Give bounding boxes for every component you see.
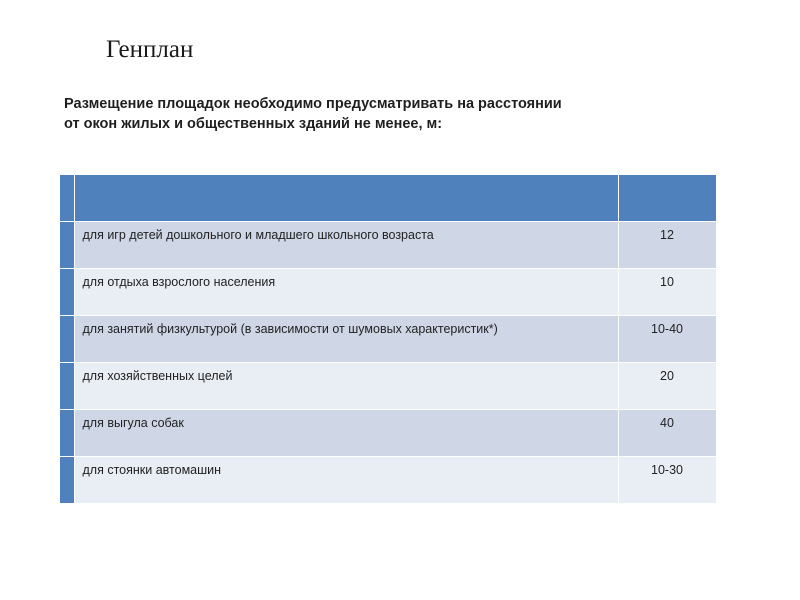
header-accent-cell [60, 175, 74, 222]
row-value-cell [618, 457, 716, 504]
row-label-cell [74, 222, 618, 269]
row-label: для игр детей дошкольного и младшего школьного возраста [82, 228, 434, 242]
distance-table-container [60, 175, 716, 510]
table-row [60, 410, 716, 457]
row-accent-cell [60, 222, 74, 269]
row-label-cell [74, 363, 618, 410]
header-value-cell [618, 175, 716, 222]
row-value: 12 [660, 228, 674, 242]
row-value: 20 [660, 369, 674, 383]
row-label: для отдыха взрослого населения [82, 275, 276, 289]
slide-title: Генплан [106, 36, 194, 63]
row-value-cell [618, 222, 716, 269]
header-label-cell [74, 175, 618, 222]
row-label: для хозяйственных целей [82, 369, 233, 383]
table-row [60, 316, 716, 363]
row-value: 40 [660, 416, 674, 430]
row-value-cell [618, 410, 716, 457]
slide-subtitle [64, 94, 704, 134]
row-value: 10-30 [651, 463, 683, 477]
row-label: для выгула собак [82, 416, 184, 430]
row-value-cell [618, 316, 716, 363]
table-header-row [60, 175, 716, 222]
row-label-cell [74, 410, 618, 457]
row-label: для стоянки автомашин [82, 463, 222, 477]
row-value-cell [618, 363, 716, 410]
row-label-cell [74, 316, 618, 363]
table-row [60, 363, 716, 410]
row-value: 10-40 [651, 322, 683, 336]
row-label-cell [74, 269, 618, 316]
subtitle-line-1: Размещение площадок необходимо предусматривать на расстоянии [64, 96, 562, 112]
row-accent-cell [60, 363, 74, 410]
row-accent-cell [60, 316, 74, 363]
row-accent-cell [60, 457, 74, 504]
subtitle-line-2: от окон жилых и общественных зданий не менее, м: [64, 116, 443, 132]
row-accent-cell [60, 410, 74, 457]
row-label: для занятий физкультурой (в зависимости от шумовых характеристик*) [82, 322, 498, 336]
table-row [60, 269, 716, 316]
row-value-cell [618, 269, 716, 316]
row-label-cell [74, 457, 618, 504]
row-accent-cell [60, 269, 74, 316]
row-value: 10 [660, 275, 674, 289]
distance-table [60, 175, 717, 504]
table-row [60, 457, 716, 504]
table-row [60, 222, 716, 269]
